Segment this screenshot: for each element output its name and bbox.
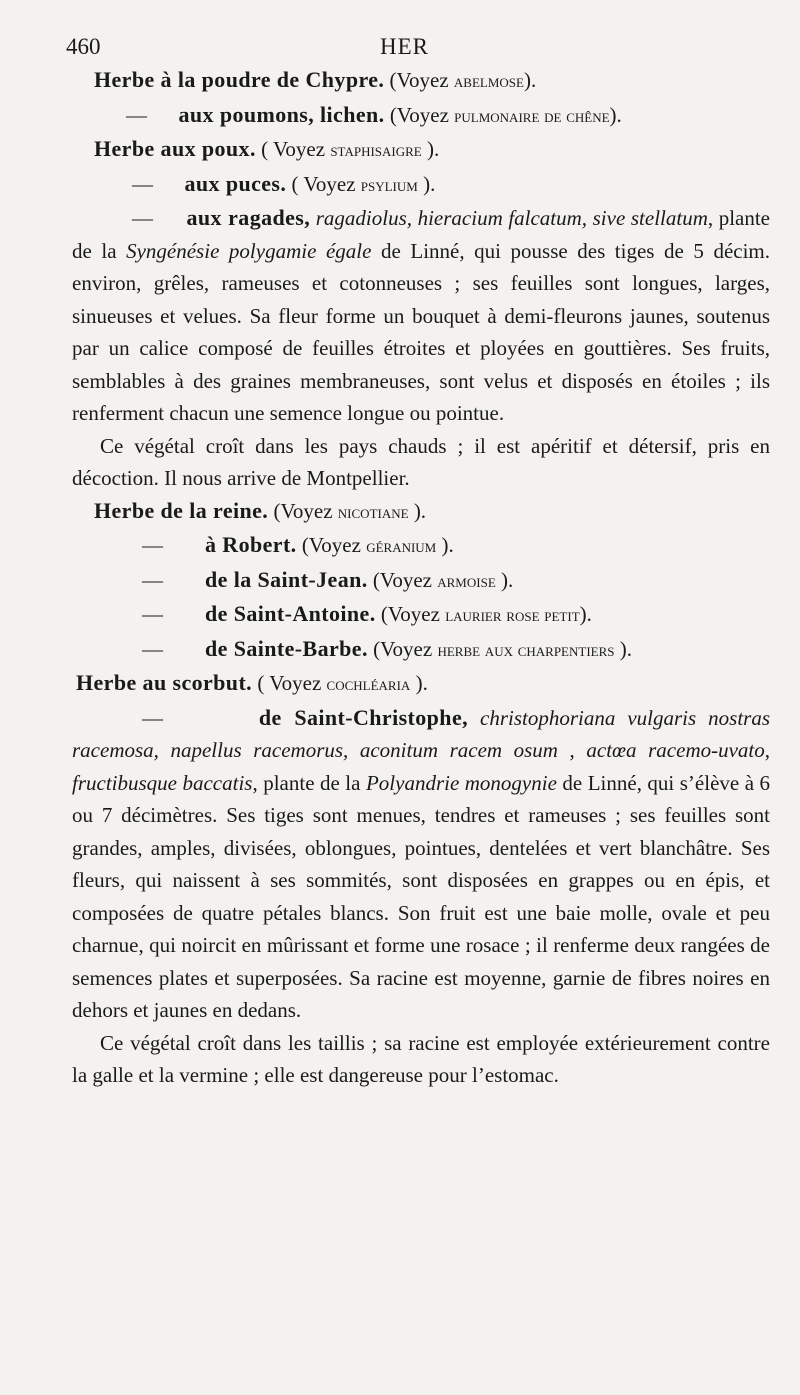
cross-reference: laurier rose petit xyxy=(445,605,580,626)
entry-saint-christophe: — de Saint-Christophe, christophoriana vulgaris nostras racemosa, napellus racemorus, aconitum racem osum , actœa racemo-uvato, fructibusque baccatis, plante de la Polyandrie monogynie de Linné, qui s’élève à 6 ou 7 décimètres. Ses tiges sont menues, tendres et rameuses ; ses feuilles sont grandes, amples, divisées, oblongues, pointues, dentelées et vert blanchâtre. Ses fleurs, qui naissent à ses sommités, sont disposées en grappes ou en épis, et composées de quatre pétales blancs. Son fruit est une baie molle, ovale et peu charnue, qui noircit en mûrissant et forme une rosace ; il renferme deux rangées de semences plates et superposées. Sa racine est moyenne, garnie de fibres noires en dehors et jaunes en dedans. xyxy=(72,704,771,1022)
entry-headword: de Saint-Christophe, xyxy=(258,704,469,730)
entry-dash: — xyxy=(142,602,163,626)
running-head xyxy=(66,30,770,64)
latin-name: christophoriana vulgaris nostras racemosa, napellus racemorus, aconitum racem osum xyxy=(72,705,771,762)
entry-headword: de la Saint-Jean. xyxy=(205,566,368,592)
page-number: 460 xyxy=(66,34,101,59)
entry-headword: aux ragades, xyxy=(186,205,311,230)
entry-aux-poumons: — aux poumons, lichen. (Voyez pulmonaire de chêne). xyxy=(126,101,622,127)
entry-herbe-de-la-reine: Herbe de la reine. (Voyez nicotiane ). xyxy=(94,497,427,523)
entry-aux-puces: — aux puces. ( Voyez psylium ). xyxy=(132,170,436,196)
entry-dash: — xyxy=(142,567,163,592)
entry-headword: de Saint-Antoine. xyxy=(205,601,376,626)
entry-dash: — xyxy=(132,171,153,196)
cross-reference: herbe aux charpentiers xyxy=(437,639,615,661)
entry-herbe-au-scorbut: Herbe au scorbut. ( Voyez cochléaria ). xyxy=(76,670,428,695)
cross-reference: abelmose xyxy=(453,71,524,92)
entry-herbe-poudre-chypre: Herbe à la poudre de Chypre. (Voyez abelmose). xyxy=(94,67,537,92)
entry-paragraph: Ce végétal croît dans les taillis ; sa racine est employée extérieurement contre la galle et la vermine ; elle est dangereuse pour l’estomac. xyxy=(72,1030,770,1087)
cross-reference: staphisaigre xyxy=(330,140,422,161)
entry-body: de Linné, qui s’élève à 6 ou 7 décimètres. Ses tiges sont menues, tendres et rameuses ; ses feuilles sont grandes, amples, divisées, oblongues, pointues, dentelées et vert blanchâtre. Ses fleurs, qui naissent à ses sommités, sont disposées en grappes ou en épis, et composées de quatre pétales blancs. Son fruit est une baie molle, ovale et peu charnue, qui noircit en mûrissant et forme une rosace ; il renferme deux rangées de semences plates et superposées. Sa racine est moyenne, garnie de fibres noires en dehors et jaunes en dedans. xyxy=(72,770,771,1022)
entry-dash: — xyxy=(142,533,163,557)
entry-headword: Herbe aux poux. xyxy=(94,136,256,161)
entry-aux-ragades: — aux ragades, ragadiolus, hieracium falcatum, sive stellatum, plante de la Syngénésie polygamie égale de Linné, qui pousse des tiges de 5 décim. environ, grêles, rameuses et cotonneuses ; ses feuilles sont longues, larges, sinueuses et velues. Sa fleur forme un bouquet à demi-fleurons jaunes, soutenus par un calice composé de feuilles étroites et ployées en gouttières. Ses fruits, semblables à des graines membraneuses, sont velus et disposés en étoiles ; ils renferment chacun une semence longue ou pointue. xyxy=(72,205,771,425)
cross-reference: armoise xyxy=(437,570,496,592)
entry-dash: — xyxy=(126,102,147,127)
cross-reference: géranium xyxy=(366,536,437,557)
dictionary-page xyxy=(66,30,771,1092)
entry-paragraph: Ce végétal croît dans les pays chauds ; il est apéritif et détersif, pris en décoction. Il nous arrive de Montpellier. xyxy=(72,433,770,490)
entry-headword: de Sainte-Barbe. xyxy=(205,635,368,661)
latin-name: fructibusque baccatis xyxy=(72,770,253,795)
entry-headword: à Robert. xyxy=(205,532,297,557)
cross-reference: pulmonaire de chêne xyxy=(454,105,610,127)
entry-headword: aux puces. xyxy=(184,170,287,196)
entry-saint-antoine: — de Saint-Antoine. (Voyez laurier rose petit). xyxy=(142,601,592,626)
latin-name: actœa racemo-uvato xyxy=(586,738,765,762)
entry-dash: — xyxy=(142,705,163,730)
cross-reference: psylium xyxy=(360,174,418,196)
entry-body: de Linné, qui pousse des tiges de 5 décim. environ, grêles, rameuses et cotonneuses ; ses feuilles sont longues, larges, sinueuses et velues. Sa fleur forme un bouquet à demi-fleurons jaunes, soutenus par un calice composé de feuilles étroites et ployées en gouttières. Ses fruits, semblables à des graines membraneuses, sont velus et disposés en étoiles ; ils renferment chacun une semence longue ou pointue. xyxy=(72,238,771,425)
entry-a-robert: — à Robert. (Voyez géranium ). xyxy=(142,532,454,557)
running-title: HER xyxy=(380,34,429,59)
entry-dash: — xyxy=(142,636,163,661)
linnaean-class: Syngénésie polygamie égale xyxy=(126,238,372,263)
linnaean-class: Polyandrie monogynie xyxy=(365,770,557,795)
entry-herbe-aux-poux: Herbe aux poux. ( Voyez staphisaigre ). xyxy=(94,136,440,161)
latin-name: ragadiolus, hieracium falcatum, sive stellatum xyxy=(315,206,708,230)
cross-reference: nicotiane xyxy=(337,501,409,523)
entry-dash: — xyxy=(132,206,153,230)
entry-headword: Herbe de la reine. xyxy=(94,497,269,523)
entry-headword: Herbe à la poudre de Chypre. xyxy=(94,67,385,92)
entry-headword: aux poumons, lichen. xyxy=(178,101,385,127)
entry-saint-jean: — de la Saint-Jean. (Voyez armoise ). xyxy=(142,566,514,592)
entry-headword: Herbe au scorbut. xyxy=(76,670,253,695)
cross-reference: cochléaria xyxy=(326,674,411,695)
entry-sainte-barbe: — de Sainte-Barbe. (Voyez herbe aux charpentiers ). xyxy=(142,635,633,661)
